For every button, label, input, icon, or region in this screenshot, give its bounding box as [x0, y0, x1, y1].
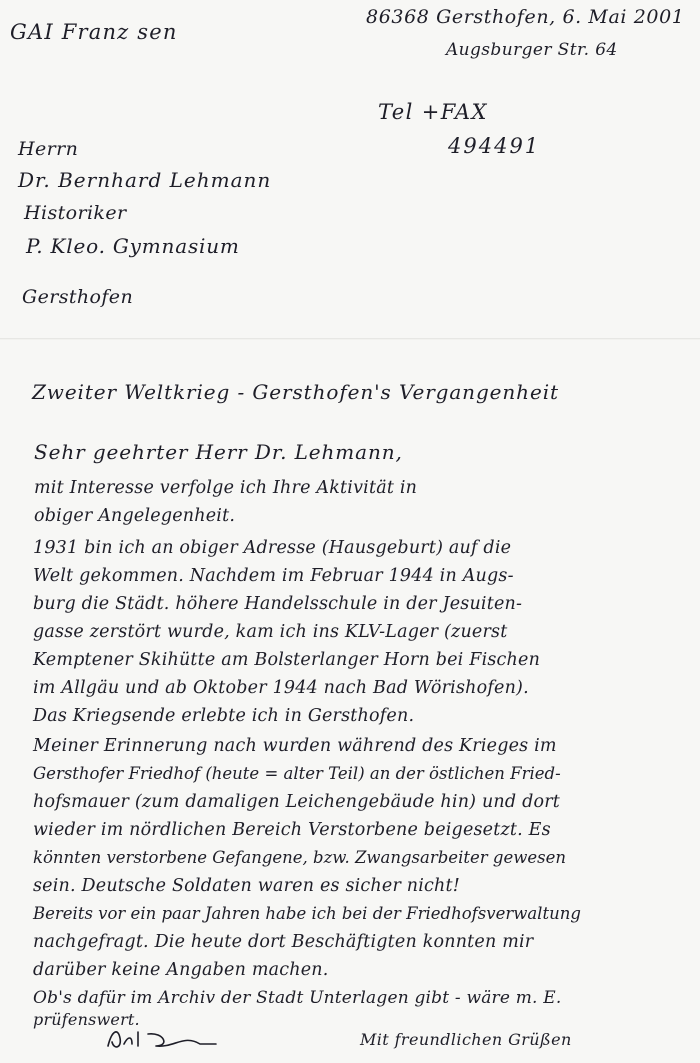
body-line: Kemptener Skihütte am Bolsterlanger Horn bei Fischen — [33, 650, 541, 670]
body-line: sein. Deutsche Soldaten waren es sicher nicht! — [33, 876, 460, 896]
body-line: wieder im nördlichen Bereich Verstorbene beigesetzt. Es — [33, 820, 551, 840]
body-line: burg die Städt. höhere Handelsschule in der Jesuiten- — [33, 594, 523, 614]
paper-fold-line — [0, 338, 700, 340]
sender-tel-number: 494491 — [448, 134, 541, 158]
sender-name: GAI Franz sen — [10, 20, 178, 44]
body-line: mit Interesse verfolge ich Ihre Aktivität in — [34, 478, 418, 498]
body-line: gasse zerstört wurde, kam ich ins KLV-Lager (zuerst — [33, 622, 508, 642]
letter-greeting: Sehr geehrter Herr Dr. Lehmann, — [34, 440, 403, 464]
body-line: nachgefragt. Die heute dort Beschäftigten konnten mir — [33, 932, 534, 952]
body-line: 1931 bin ich an obiger Adresse (Hausgeburt) auf die — [33, 538, 512, 558]
body-line: im Allgäu und ab Oktober 1944 nach Bad Wörishofen). — [33, 678, 529, 698]
recipient-salutation: Herrn — [18, 138, 79, 160]
recipient-institution: P. Kleo. Gymnasium — [26, 234, 240, 258]
body-line: prüfenswert. — [33, 1010, 140, 1029]
recipient-title: Historiker — [24, 202, 127, 224]
body-line: Gersthofer Friedhof (heute = alter Teil) an der östlichen Fried- — [33, 764, 561, 783]
body-line: Meiner Erinnerung nach wurden während des Krieges im — [33, 736, 557, 756]
sender-tel-label: Tel +FAX — [378, 100, 488, 124]
body-line: könnten verstorbene Gefangene, bzw. Zwangsarbeiter gewesen — [33, 848, 566, 867]
recipient-city: Gersthofen — [22, 286, 134, 308]
body-line: hofsmauer (zum damaligen Leichengebäude hin) und dort — [33, 792, 561, 812]
sender-place-date: 86368 Gersthofen, 6. Mai 2001 — [366, 6, 685, 28]
body-line: obiger Angelegenheit. — [34, 506, 236, 526]
body-line: Bereits vor ein paar Jahren habe ich bei der Friedhofsverwaltung — [33, 904, 581, 923]
body-line: darüber keine Angaben machen. — [33, 960, 329, 980]
body-line: Ob's dafür im Archiv der Stadt Unterlagen gibt - wäre m. E. — [33, 988, 562, 1008]
body-line: Das Kriegsende erlebte ich in Gersthofen. — [33, 706, 415, 726]
letter-subject: Zweiter Weltkrieg - Gersthofen's Vergangenheit — [32, 380, 559, 404]
letter-closing: Mit freundlichen Grüßen — [360, 1030, 572, 1049]
body-line: Welt gekommen. Nachdem im Februar 1944 in Augs- — [33, 566, 514, 586]
handwritten-signature — [104, 1024, 224, 1054]
sender-street: Augsburger Str. 64 — [446, 40, 618, 60]
recipient-name: Dr. Bernhard Lehmann — [18, 168, 272, 192]
